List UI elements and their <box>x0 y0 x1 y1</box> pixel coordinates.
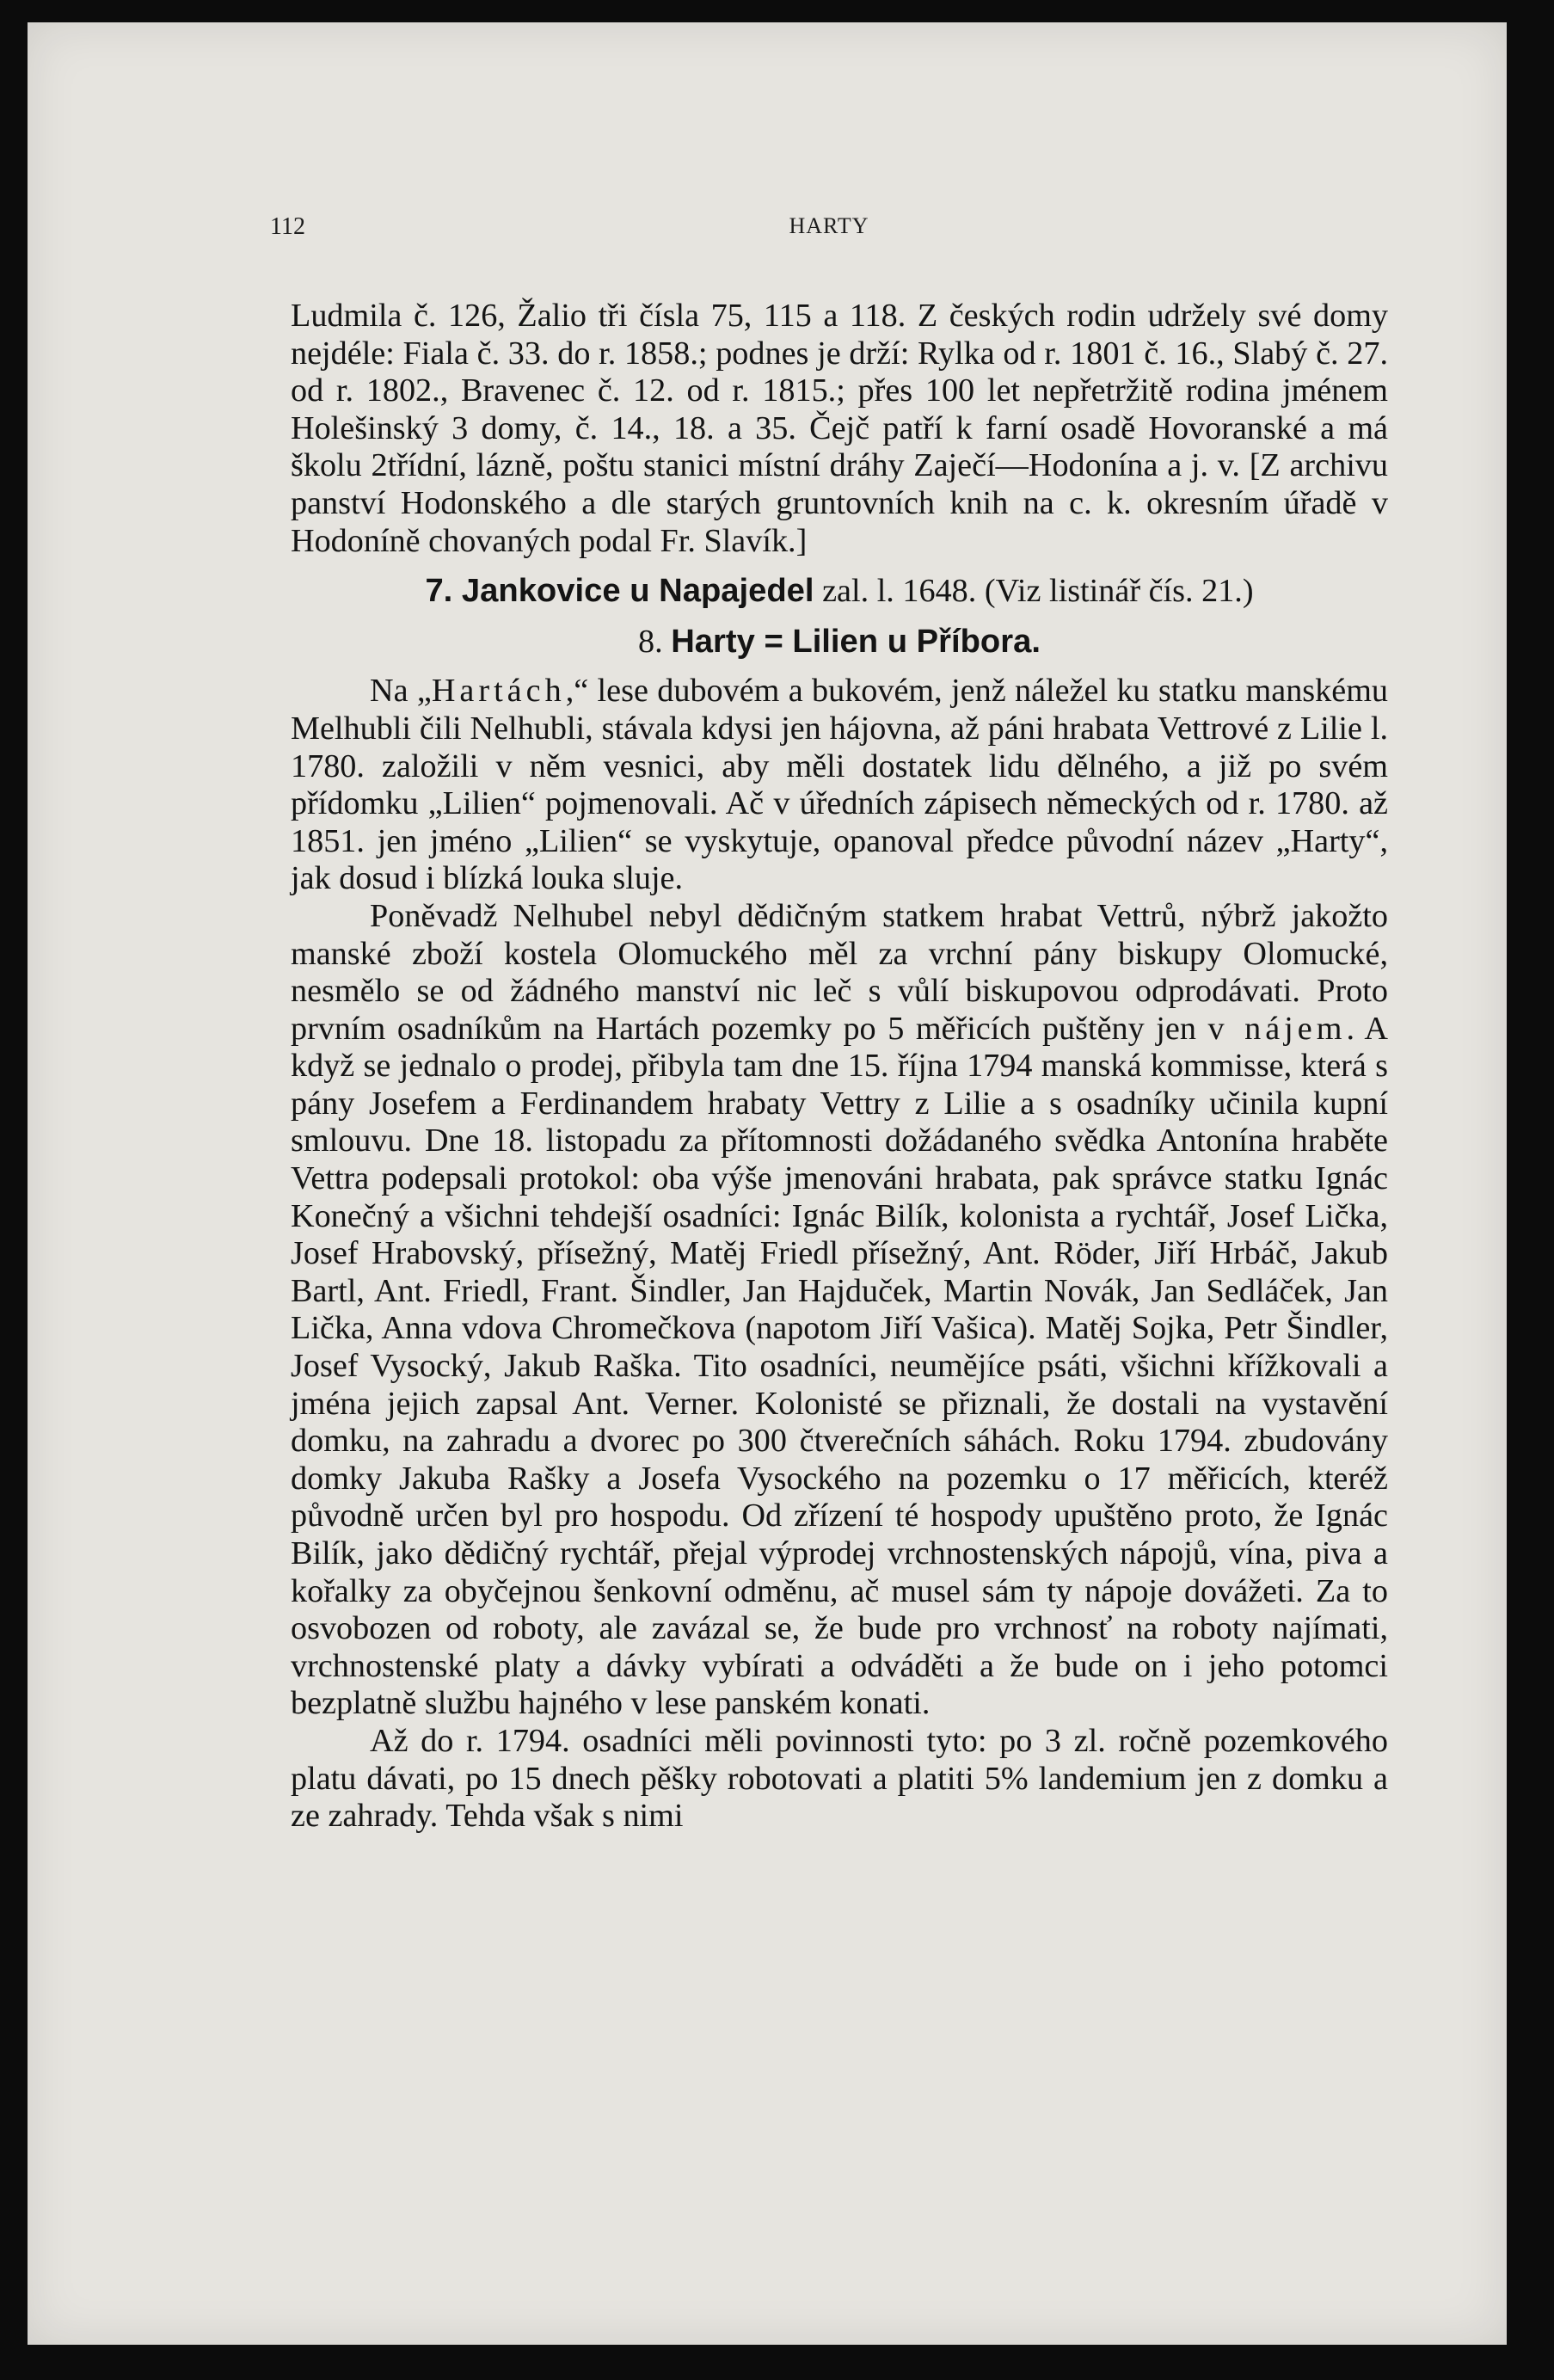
paragraph-2-before: Poněvadž Nelhubel nebyl dědičným statkem hrabat Vettrů, nýbrž jakožto manské zboží kostela Olomuckého měl za vrchní pány biskupy Olomucké, nesmělo se od žádného manství nic leč s vůlí biskupovou odprodávati. Proto prvním osadníkům na Hartách pozemky po 5 měřicích puštěny jen <box>291 897 1388 1047</box>
page-number: 112 <box>270 213 305 240</box>
paragraph-1-spaced-word: Hartách <box>431 673 566 710</box>
entry-7-note: zal. l. 1648. (Viz listinář čís. 21.) <box>822 573 1254 610</box>
body-text <box>291 298 1388 1836</box>
paragraph-1 <box>291 673 1388 898</box>
paragraph-1-rest: ,“ lese dubovém a bukovém, jenž náležel ku statku manskému Melhubli čili Nelhubli, stávala kdysi jen hájovna, až páni hrabata Vettrové z Lilie l. 1780. založili v něm vesnici, aby měli dostatek lidu dělného, a již po svém přídomku „Lilien“ pojmenovali. Ač v úředních zápisech německých od r. 1780. až 1851. jen jméno „Lilien“ se vyskytuje, opanoval předce původní název „Harty“, jak dosud i blízká louka sluje. <box>291 673 1388 897</box>
entry-7 <box>291 572 1388 611</box>
section-8-heading <box>291 623 1388 661</box>
entry-7-heading: 7. Jankovice u Napajedel <box>425 572 814 610</box>
section-8-title: Harty = Lilien u Příbora. <box>671 622 1041 660</box>
paragraph-2-after: . A když se jednalo o prodej, přibyla tam dne 15. října 1794 manská kommisse, která s pány Josefem a Ferdinandem hrabaty Vettry z Lilie a s osadníky učinila kupní smlouvu. Dne 18. listopadu za přítomnosti dožádaného svědka Antonína hraběte Vettra podepsali protokol: oba výše jmenováni hrabata, pak správce statku Ignác Konečný a všichni tehdejší osadníci: Ignác Bilík, kolonista a rychtář, Josef Lička, Josef Hrabovský, přísežný, Matěj Friedl přísežný, Ant. Röder, Jiří Hrbáč, Jakub Bartl, Ant. Friedl, Frant. Šindler, Jan Hajduček, Martin Novák, Jan Sedláček, Jan Lička, Anna vdova Chromečkova (napotom Jiří Vašica). Matěj Sojka, Petr Šindler, Josef Vysocký, Jakub Raška. Tito osadníci, neumějíce psáti, všichni křížkovali a jména jejich zapsal Ant. Verner. Kolonisté se přiznali, že dostali na vystavění domku, na zahradu a dvorec po 300 čtverečních sáhách. Roku 1794. zbudovány domky Jakuba Rašky a Josefa Vysockého na pozemku o 17 měřicích, kteréž původně určen byl pro hospodu. Od zřízení té hospody upuštěno proto, že Ignác Bilík, jako dědičný rychtář, přejal výprodej vrchnostenských nápojů, vína, piva a kořalky za obyčejnou šenkovní odměnu, ač musel sám ty nápoje dovážeti. Za to osvobozen od roboty, ale zavázal se, že bude pro vrchnosť na roboty najímati, vrchnostenské platy a dávky vybírati a odváděti a že bude on i jeho potomci bezplatně službu hajného v lese panském konati. <box>291 1010 1388 1722</box>
paragraph-1-intro: Na „ <box>370 673 432 710</box>
carry-over-paragraph: Ludmila č. 126, Žalio tři čísla 75, 115 a 118. Z českých rodin udržely své domy nejdéle: Fiala č. 33. do r. 1858.; podnes je drží: Rylka od r. 1801 č. 16., Slabý č. 27. od r. 1802., Bravenec č. 12. od r. 1815.; přes 100 let nepřetržitě rodina jménem Holešinský 3 domy, č. 14., 18. a 35. Čejč patří k farní osadě Hovoranské a má školu 2třídní, lázně, poštu stanici místní dráhy Zaječí—Hodonína a j. v. [Z archivu panství Hodonského a dle starých gruntovních knih na c. k. okresním úřadě v Hodoníně chovaných podal Fr. Slavík.] <box>291 298 1388 559</box>
running-head <box>270 213 1388 248</box>
paragraph-3: Až do r. 1794. osadníci měli povinnosti tyto: po 3 zl. ročně pozemkového platu dávati, po 15 dnech pěšky robotovati a platiti 5% landemium jen z domku a ze zahrady. Tehda však s nimi <box>291 1722 1388 1835</box>
section-8-number: 8. <box>638 623 663 660</box>
paragraph-2 <box>291 898 1388 1723</box>
book-page <box>28 22 1507 2345</box>
paragraph-2-spaced: v nájem <box>1207 1010 1347 1047</box>
running-title: HARTY <box>789 213 869 238</box>
